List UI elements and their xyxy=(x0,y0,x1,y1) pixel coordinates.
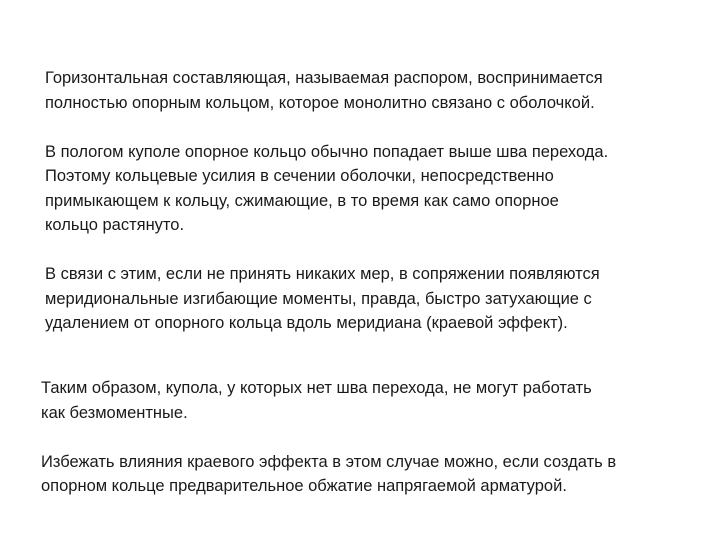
text-block-bottom xyxy=(41,376,691,499)
text-block-top xyxy=(45,66,695,336)
paragraph-prestress: Избежать влияния краевого эффекта в этом случае можно, если создать в опорном кольце предварительное обжатие напрягаемой арматурой. xyxy=(41,452,617,495)
paragraph-thrust: Горизонтальная составляющая, называемая распором, воспринимается полностью опорным кольцом, которое монолитно связано с оболочкой. xyxy=(45,69,603,112)
paragraph-ring-position: В пологом куполе опорное кольцо обычно попадает выше шва перехода. Поэтому кольцевые усилия в сечении оболочки, непосредственно примыкающем к кольцу, сжимающие, в то время как само опорное кольцо растянуто. xyxy=(45,142,609,234)
paragraph-edge-effect: В связи с этим, если не принять никаких мер, в сопряжении появляются меридиональные изгибающие моменты, правда, быстро затухающие с удалением от опорного кольца вдоль меридиана (краевой эффект). xyxy=(45,265,600,332)
paragraph-conclusion: Таким образом, купола, у которых нет шва перехода, не могут работать как безмоментные. xyxy=(41,379,592,422)
